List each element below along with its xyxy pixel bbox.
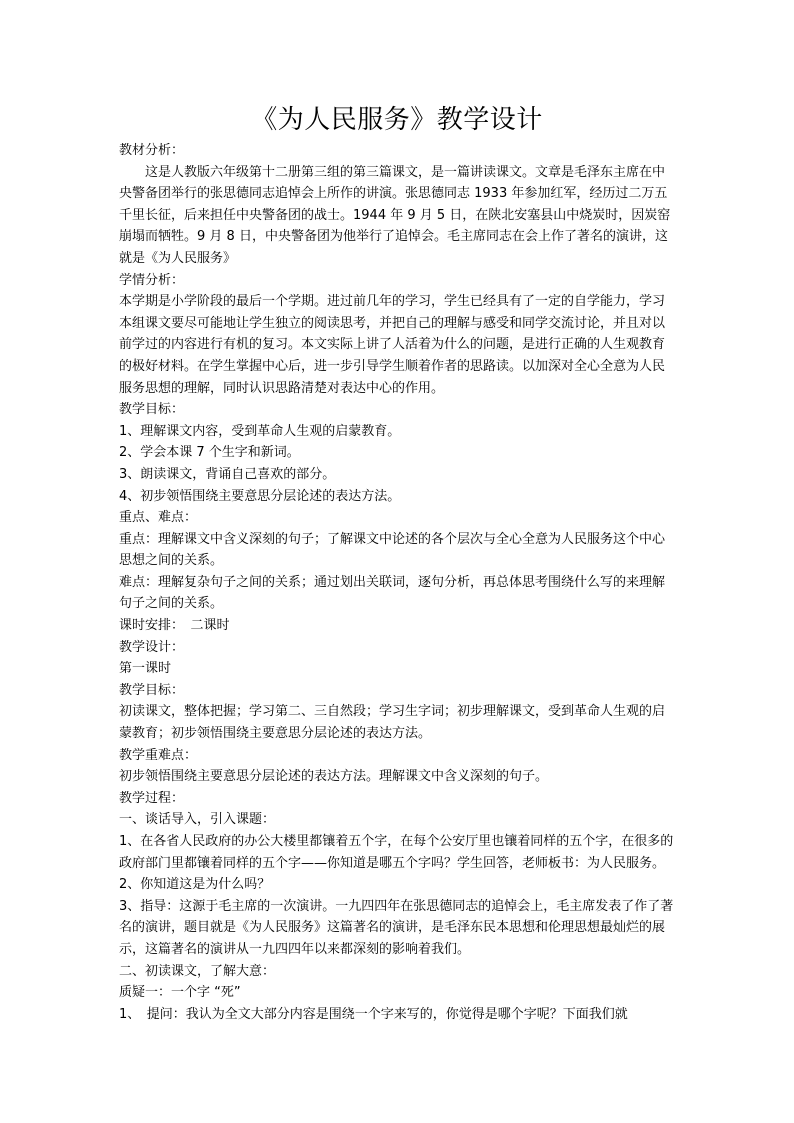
paragraph: 重点、难点： xyxy=(119,510,198,526)
paragraph: 3、朗读课文，背诵自己喜欢的部分。 xyxy=(119,466,336,482)
paragraph: 一、谈话导入，引入课题： xyxy=(119,812,276,828)
paragraph: 本学期是小学阶段的最后一个学期。进过前几年的学习，学生已经具有了一定的自学能力，学习本组课文要尽可能地让学生独立的阅读思考，并把自己的理解与感受和同学交流讨论，并且对以前学过的内容进行有机的复习。本文实际上讲了人活着为什么的问题，是进行正确的人生观教育的极好材料。在学生掌握中心后，进一步引导学生顺着作者的思路读。以加深对全心全意为人民服务思想的理解，同时认识思路清楚对表达中心的作用。 xyxy=(119,294,666,396)
paragraph: 4、初步领悟围绕主要意思分层论述的表达方法。 xyxy=(119,488,401,504)
paragraph: 教学目标： xyxy=(119,682,185,698)
paragraph: 教学过程： xyxy=(119,790,185,806)
paragraph: 课时安排： 二课时 xyxy=(119,618,230,634)
paragraph: 二、初读课文，了解大意： xyxy=(119,963,276,979)
paragraph: 初读课文，整体把握；学习第二、三自然段；学习生字词；初步理解课文，受到革命人生观的启蒙教育；初步领悟围绕主要意思分层论述的表达方法。 xyxy=(119,704,666,742)
document-body xyxy=(119,140,675,1025)
paragraph: 重点：理解课文中含义深刻的句子；了解课文中论述的各个层次与全心全意为人民服务这个中心思想之间的关系。 xyxy=(119,531,666,569)
paragraph: 难点：理解复杂句子之间的关系；通过划出关联词，逐句分析，再总体思考围绕什么写的来理解句子之间的关系。 xyxy=(119,574,666,612)
paragraph: 2、学会本课 7 个生字和新词。 xyxy=(119,445,300,461)
paragraph: 1、在各省人民政府的办公大楼里都镶着五个字，在每个公安厅里也镶着同样的五个字，在很多的政府部门里都镶着同样的五个字——你知道是哪五个字吗？学生回答，老师板书：为人民服务。 xyxy=(119,834,674,871)
paragraph: 学情分析： xyxy=(119,272,185,288)
paragraph: 质疑一：一个字 “死” xyxy=(119,985,241,1001)
paragraph: 第一课时 xyxy=(119,661,172,677)
page-title: 《为人民服务》教学设计 xyxy=(251,105,543,135)
document-page xyxy=(119,100,675,1025)
paragraph: 初步领悟围绕主要意思分层论述的表达方法。理解课文中含义深刻的句子。 xyxy=(119,769,549,785)
paragraph: 2、你知道这是为什么吗？ xyxy=(119,877,271,893)
paragraph: 这是人教版六年级第十二册第三组的第三篇课文，是一篇讲读课文。文章是毛泽东主席在中央警备团举行的张思德同志追悼会上所作的讲演。张思德同志 1933 年参加红军，经历过二万五千里长征，后来担任中央警备团的战士。1944 年 9 月 5 日，在陕北安塞县山中烧炭时，因炭窑崩塌而牺牲。9 月 8 日，中央警备团为他举行了追悼会。毛主席同志在会上作了著名的演讲，这就是《为人民服务》 xyxy=(119,164,671,266)
paragraph: 教学设计： xyxy=(119,639,185,655)
paragraph: 教学目标： xyxy=(119,402,185,418)
paragraph: 教学重难点： xyxy=(119,747,198,763)
paragraph: 教材分析： xyxy=(119,143,185,158)
paragraph: 1、理解课文内容，受到革命人生观的启蒙教育。 xyxy=(119,423,401,439)
paragraph: 3、指导：这源于毛主席的一次演讲。一九四四年在张思德同志的追悼会上，毛主席发表了作了著名的演讲，题目就是《为人民服务》这篇著名的演讲，是毛泽东民本思想和伦理思想最灿烂的展示，这篇著名的演讲从一九四四年以来都深刻的影响着我们。 xyxy=(119,898,674,957)
paragraph: 1、 提问：我认为全文大部分内容是围绕一个字来写的，你觉得是哪个字呢？下面我们就 xyxy=(119,1006,628,1022)
